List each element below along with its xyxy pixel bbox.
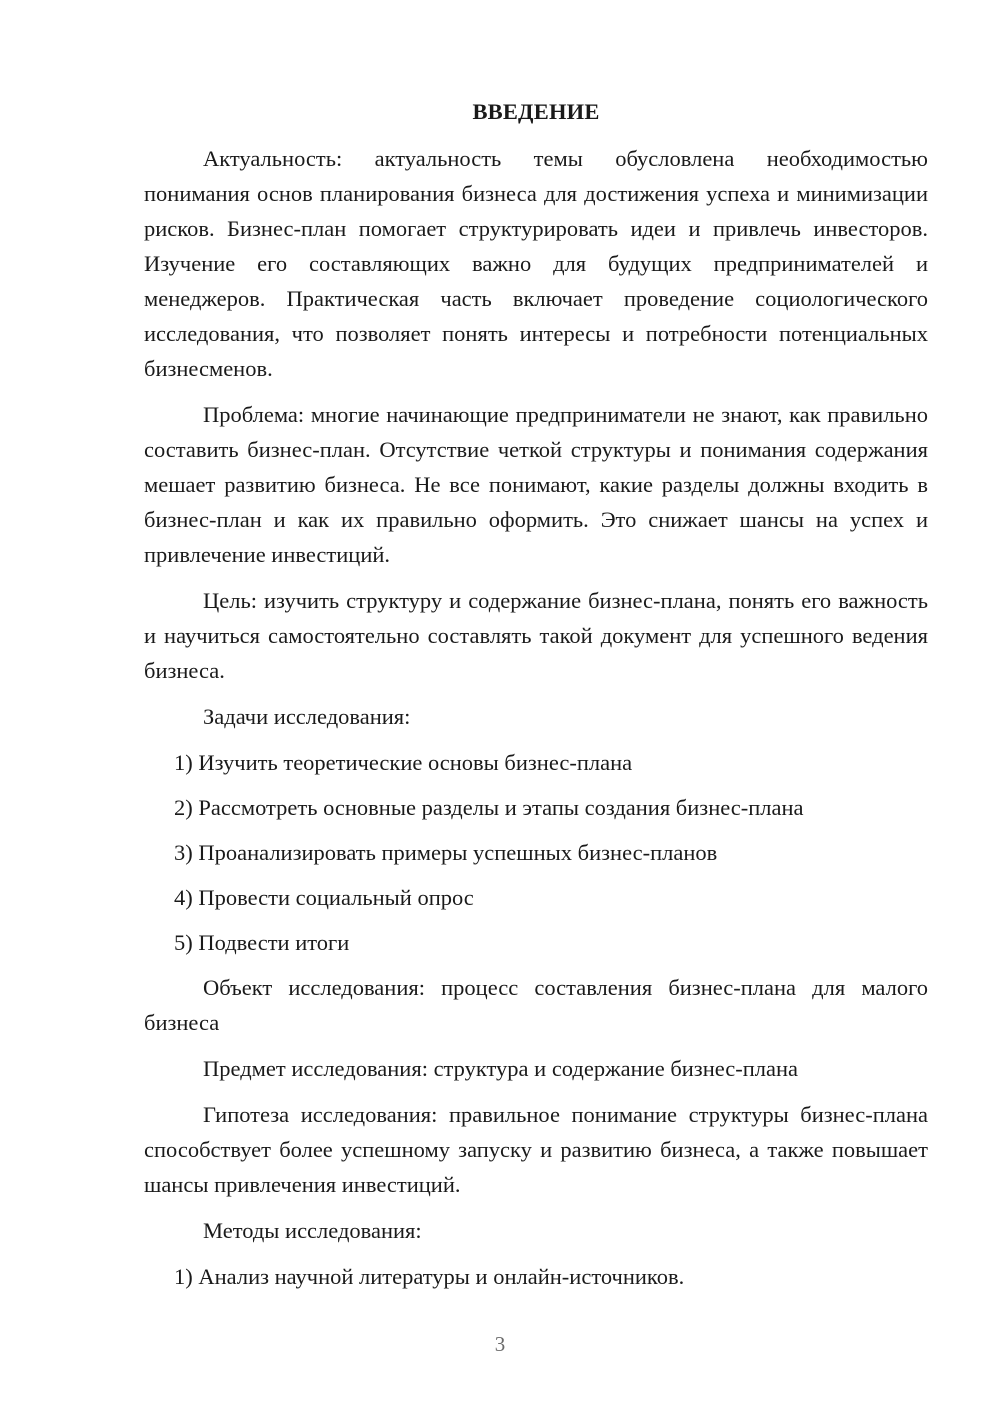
- paragraph-subject: Предмет исследования: структура и содержание бизнес-плана: [203, 1056, 799, 1081]
- methods-heading: Методы исследования:: [203, 1218, 422, 1243]
- page-number: 3: [494, 1332, 506, 1356]
- tasks-list: [144, 745, 928, 960]
- list-item: 3) Проанализировать примеры успешных бизнес-планов: [174, 840, 718, 865]
- document-page: [144, 94, 928, 1304]
- paragraph-relevance: Актуальность: актуальность темы обусловлена необходимостью понимания основ планирования бизнеса для достижения успеха и минимизации рисков. Бизнес-план помогает структурировать идеи и привлечь инвесторов. Изучение его составляющих важно для будущих предпринимателей и менеджеров. Практическая часть включает проведение социологического исследования, что позволяет понять интересы и потребности потенциальных бизнесменов.: [144, 146, 928, 381]
- list-item: 2) Рассмотреть основные разделы и этапы создания бизнес-плана: [174, 795, 804, 820]
- paragraph-goal: Цель: изучить структуру и содержание бизнес-плана, понять его важность и научиться самостоятельно составлять такой документ для успешного ведения бизнеса.: [144, 588, 928, 683]
- list-item: 1) Изучить теоретические основы бизнес-плана: [174, 750, 633, 775]
- paragraph-problem: Проблема: многие начинающие предприниматели не знают, как правильно составить бизнес-план. Отсутствие четкой структуры и понимания содержания мешает развитию бизнеса. Не все понимают, какие разделы должны входить в бизнес-план и как их правильно оформить. Это снижает шансы на успех и привлечение инвестиций.: [144, 402, 928, 567]
- page-title: ВВЕДЕНИЕ: [472, 99, 600, 124]
- paragraph-object: Объект исследования: процесс составления бизнес-плана для малого бизнеса: [144, 975, 928, 1035]
- paragraph-hypothesis: Гипотеза исследования: правильное понимание структуры бизнес-плана способствует более успешному запуску и развитию бизнеса, а также повышает шансы привлечения инвестиций.: [144, 1102, 928, 1197]
- list-item: 1) Анализ научной литературы и онлайн-источников.: [174, 1264, 685, 1289]
- list-item: 4) Провести социальный опрос: [174, 885, 474, 910]
- methods-list: [144, 1259, 928, 1294]
- tasks-heading: Задачи исследования:: [203, 704, 411, 729]
- list-item: 5) Подвести итоги: [174, 930, 350, 955]
